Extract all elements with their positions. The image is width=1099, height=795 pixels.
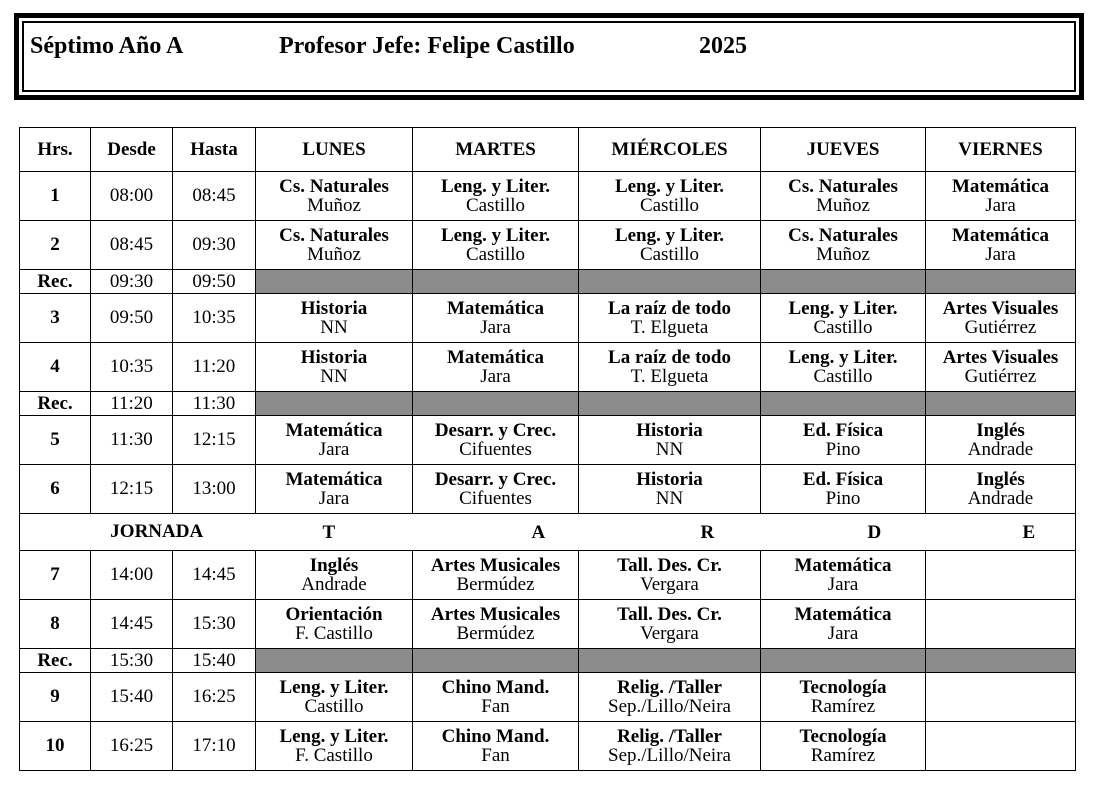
class-row <box>20 551 1076 600</box>
teacher-name: Ramírez <box>810 696 876 717</box>
subject-name: Cs. Naturales <box>788 176 898 197</box>
subject-name: Cs. Naturales <box>279 225 389 246</box>
subject-name: Orientación <box>285 604 383 625</box>
teacher-name: Muñoz <box>307 244 361 265</box>
column-header-viernes: VIERNES <box>926 128 1076 172</box>
hour-label: 3 <box>20 294 91 343</box>
teacher-name: Andrade <box>301 574 367 595</box>
recess-cell-viernes <box>926 649 1076 673</box>
column-header-jueves: JUEVES <box>761 128 926 172</box>
recess-cell-miercoles <box>579 649 761 673</box>
hour-label: 5 <box>20 416 91 465</box>
class-cell-viernes <box>926 172 1076 221</box>
class-cell-viernes <box>926 221 1076 270</box>
class-cell-viernes <box>926 722 1076 771</box>
hour-label: 10 <box>20 722 91 771</box>
class-cell-lunes <box>256 343 413 392</box>
class-row <box>20 221 1076 270</box>
subject-name: Historia <box>636 469 703 490</box>
subject-name: Matemática <box>794 555 892 576</box>
jornada-tarde-row <box>20 514 1076 551</box>
tarde-letters <box>256 514 1076 551</box>
teacher-name: NN <box>655 439 684 460</box>
teacher-name: Jara <box>985 195 1016 216</box>
class-cell-lunes <box>256 294 413 343</box>
subject-name: Leng. y Liter. <box>788 347 898 368</box>
class-cell-lunes <box>256 673 413 722</box>
class-cell-jueves <box>761 551 926 600</box>
teacher-name: Bermúdez <box>456 574 535 595</box>
hour-label: Rec. <box>20 270 91 294</box>
teacher-name: Castillo <box>639 195 700 216</box>
class-cell-martes <box>413 416 579 465</box>
teacher-name: Sep./Lillo/Neira <box>608 696 731 717</box>
header-row <box>20 128 1076 172</box>
tarde-letter: D <box>867 522 882 543</box>
recess-row <box>20 649 1076 673</box>
subject-name: Matemática <box>285 469 383 490</box>
class-cell-jueves <box>761 722 926 771</box>
class-cell-lunes <box>256 465 413 514</box>
class-cell-viernes <box>926 294 1076 343</box>
subject-name: Artes Musicales <box>430 555 561 576</box>
teacher-name: Pino <box>825 439 861 460</box>
end-time: 13:00 <box>173 465 256 514</box>
subject-name: Relig. /Taller <box>617 726 722 747</box>
column-header-hrs: Hrs. <box>20 128 91 172</box>
class-cell-viernes <box>926 343 1076 392</box>
teacher-name: Castillo <box>304 696 364 717</box>
class-cell-lunes <box>256 551 413 600</box>
subject-name: Leng. y Liter. <box>788 298 898 319</box>
class-cell-martes <box>413 221 579 270</box>
class-cell-jueves <box>761 416 926 465</box>
class-cell-martes <box>413 551 579 600</box>
teacher-name: Jara <box>827 623 859 644</box>
class-cell-viernes <box>926 465 1076 514</box>
class-cell-miercoles <box>579 551 761 600</box>
class-cell-martes <box>413 722 579 771</box>
teacher-name: NN <box>320 317 348 338</box>
class-cell-martes <box>413 600 579 649</box>
teacher-name: Jara <box>985 244 1016 265</box>
subject-name: Tall. Des. Cr. <box>617 604 722 625</box>
class-cell-miercoles <box>579 673 761 722</box>
teacher-name: Fan <box>481 696 510 717</box>
end-time: 15:30 <box>173 600 256 649</box>
subject-name: Leng. y Liter. <box>440 176 551 197</box>
end-time: 10:35 <box>173 294 256 343</box>
subject-name: Artes Visuales <box>942 298 1059 319</box>
class-row <box>20 600 1076 649</box>
start-time: 08:45 <box>91 221 173 270</box>
end-time: 15:40 <box>173 649 256 673</box>
teacher-name: Andrade <box>967 439 1034 460</box>
recess-cell-lunes <box>256 392 413 416</box>
start-time: 08:00 <box>91 172 173 221</box>
subject-name: Matemática <box>446 347 545 368</box>
subject-name: Matemática <box>951 176 1050 197</box>
subject-name: Leng. y Liter. <box>440 225 551 246</box>
subject-name: La raíz de todo <box>608 347 731 368</box>
class-cell-jueves <box>761 465 926 514</box>
recess-cell-jueves <box>761 270 926 294</box>
subject-name: Leng. y Liter. <box>614 225 725 246</box>
teacher-name: Fan <box>481 745 510 766</box>
subject-name: Chino Mand. <box>441 726 550 747</box>
start-time: 11:20 <box>91 392 173 416</box>
class-cell-jueves <box>761 172 926 221</box>
column-header-martes: MARTES <box>413 128 579 172</box>
recess-cell-jueves <box>761 649 926 673</box>
end-time: 09:30 <box>173 221 256 270</box>
class-cell-jueves <box>761 294 926 343</box>
teacher-name: Jara <box>318 488 350 509</box>
class-cell-lunes <box>256 221 413 270</box>
subject-name: Leng. y Liter. <box>614 176 725 197</box>
subject-name: Desarr. y Crec. <box>434 420 557 441</box>
class-cell-viernes <box>926 673 1076 722</box>
class-cell-lunes <box>256 600 413 649</box>
recess-cell-miercoles <box>579 270 761 294</box>
header-box <box>14 13 1084 100</box>
subject-name: Matemática <box>446 298 545 319</box>
teacher-name: Pino <box>825 488 861 509</box>
class-cell-viernes <box>926 600 1076 649</box>
hour-label: Rec. <box>20 649 91 673</box>
class-cell-miercoles <box>579 465 761 514</box>
class-cell-viernes <box>926 551 1076 600</box>
recess-row <box>20 392 1076 416</box>
hour-label: Rec. <box>20 392 91 416</box>
teacher-name: Jara <box>480 366 511 387</box>
class-cell-lunes <box>256 172 413 221</box>
end-time: 09:50 <box>173 270 256 294</box>
teacher-name: Gutiérrez <box>964 317 1037 338</box>
teacher-name: Sep./Lillo/Neira <box>608 745 731 766</box>
teacher-name: F. Castillo <box>295 745 373 766</box>
class-row <box>20 416 1076 465</box>
class-cell-martes <box>413 673 579 722</box>
subject-name: Historia <box>300 298 368 319</box>
subject-name: Artes Visuales <box>942 347 1059 368</box>
class-cell-miercoles <box>579 294 761 343</box>
start-time: 11:30 <box>91 416 173 465</box>
subject-name: Historia <box>300 347 368 368</box>
teacher-name: F. Castillo <box>295 623 373 644</box>
class-cell-martes <box>413 343 579 392</box>
end-time: 08:45 <box>173 172 256 221</box>
class-cell-miercoles <box>579 600 761 649</box>
hour-label: 2 <box>20 221 91 270</box>
teacher-name: Vergara <box>640 623 699 644</box>
teacher-name: Bermúdez <box>456 623 535 644</box>
subject-name: Chino Mand. <box>441 677 550 698</box>
teacher-name: T. Elgueta <box>630 317 709 338</box>
head-teacher: Profesor Jefe: Felipe Castillo <box>279 33 575 59</box>
hour-label: 7 <box>20 551 91 600</box>
recess-cell-martes <box>413 392 579 416</box>
subject-name: Ed. Física <box>802 469 884 490</box>
subject-name: Inglés <box>309 555 359 576</box>
teacher-name: Muñoz <box>816 195 870 216</box>
subject-name: Matemática <box>951 225 1050 246</box>
start-time: 09:30 <box>91 270 173 294</box>
tarde-letter: T <box>322 522 336 543</box>
recess-row <box>20 270 1076 294</box>
subject-name: Desarr. y Crec. <box>434 469 557 490</box>
end-time: 14:45 <box>173 551 256 600</box>
class-cell-martes <box>413 294 579 343</box>
recess-cell-viernes <box>926 270 1076 294</box>
start-time: 10:35 <box>91 343 173 392</box>
class-cell-martes <box>413 465 579 514</box>
column-header-hasta: Hasta <box>173 128 256 172</box>
tarde-letter: A <box>531 522 546 543</box>
subject-name: Cs. Naturales <box>788 225 898 246</box>
teacher-name: Jara <box>318 439 350 460</box>
hour-label: 4 <box>20 343 91 392</box>
subject-name: Relig. /Taller <box>617 677 722 698</box>
hour-label: 8 <box>20 600 91 649</box>
header-inner-border <box>22 21 1076 92</box>
subject-name: Leng. y Liter. <box>279 726 389 747</box>
start-time: 14:00 <box>91 551 173 600</box>
class-cell-jueves <box>761 343 926 392</box>
subject-name: Tecnología <box>799 677 887 698</box>
end-time: 17:10 <box>173 722 256 771</box>
recess-cell-miercoles <box>579 392 761 416</box>
teacher-name: Castillo <box>639 244 700 265</box>
tarde-letter: R <box>700 522 715 543</box>
subject-name: Artes Musicales <box>430 604 561 625</box>
class-cell-jueves <box>761 600 926 649</box>
subject-name: Tall. Des. Cr. <box>617 555 722 576</box>
class-cell-lunes <box>256 722 413 771</box>
teacher-name: Vergara <box>640 574 699 595</box>
teacher-name: Gutiérrez <box>964 366 1037 387</box>
start-time: 09:50 <box>91 294 173 343</box>
teacher-name: Muñoz <box>307 195 361 216</box>
start-time: 12:15 <box>91 465 173 514</box>
class-cell-jueves <box>761 673 926 722</box>
teacher-name: Muñoz <box>816 244 870 265</box>
teacher-name: Andrade <box>967 488 1034 509</box>
teacher-name: Castillo <box>813 317 873 338</box>
class-cell-martes <box>413 172 579 221</box>
start-time: 14:45 <box>91 600 173 649</box>
hour-label: 1 <box>20 172 91 221</box>
teacher-name: NN <box>655 488 684 509</box>
class-cell-jueves <box>761 221 926 270</box>
start-time: 16:25 <box>91 722 173 771</box>
teacher-name: T. Elgueta <box>630 366 709 387</box>
class-cell-viernes <box>926 416 1076 465</box>
teacher-name: Cifuentes <box>459 439 532 460</box>
end-time: 11:20 <box>173 343 256 392</box>
column-header-miercoles: MIÉRCOLES <box>579 128 761 172</box>
class-cell-miercoles <box>579 416 761 465</box>
subject-name: Inglés <box>976 420 1025 441</box>
class-row <box>20 722 1076 771</box>
course-title: Séptimo Año A <box>30 33 184 59</box>
start-time: 15:30 <box>91 649 173 673</box>
recess-cell-martes <box>413 649 579 673</box>
column-header-lunes: LUNES <box>256 128 413 172</box>
subject-name: Ed. Física <box>802 420 884 441</box>
end-time: 11:30 <box>173 392 256 416</box>
class-row <box>20 343 1076 392</box>
jornada-label: JORNADA <box>20 514 256 551</box>
subject-name: Inglés <box>976 469 1025 490</box>
teacher-name: Castillo <box>813 366 873 387</box>
class-cell-lunes <box>256 416 413 465</box>
subject-name: Leng. y Liter. <box>279 677 389 698</box>
recess-cell-martes <box>413 270 579 294</box>
teacher-name: Castillo <box>465 244 526 265</box>
class-row <box>20 294 1076 343</box>
teacher-name: NN <box>320 366 348 387</box>
recess-cell-lunes <box>256 270 413 294</box>
class-row <box>20 673 1076 722</box>
tarde-letter: E <box>1022 522 1036 543</box>
class-row <box>20 465 1076 514</box>
schedule-table <box>19 127 1076 771</box>
start-time: 15:40 <box>91 673 173 722</box>
class-cell-miercoles <box>579 343 761 392</box>
subject-name: Matemática <box>794 604 892 625</box>
class-row <box>20 172 1076 221</box>
hour-label: 6 <box>20 465 91 514</box>
subject-name: Tecnología <box>799 726 887 747</box>
teacher-name: Jara <box>480 317 511 338</box>
hour-label: 9 <box>20 673 91 722</box>
class-cell-miercoles <box>579 221 761 270</box>
teacher-name: Jara <box>827 574 859 595</box>
subject-name: Historia <box>636 420 703 441</box>
class-cell-miercoles <box>579 722 761 771</box>
school-year: 2025 <box>699 33 747 59</box>
end-time: 12:15 <box>173 416 256 465</box>
column-header-desde: Desde <box>91 128 173 172</box>
teacher-name: Castillo <box>465 195 526 216</box>
subject-name: La raíz de todo <box>608 298 731 319</box>
end-time: 16:25 <box>173 673 256 722</box>
class-cell-miercoles <box>579 172 761 221</box>
subject-name: Matemática <box>285 420 383 441</box>
subject-name: Cs. Naturales <box>279 176 389 197</box>
teacher-name: Ramírez <box>810 745 876 766</box>
recess-cell-jueves <box>761 392 926 416</box>
recess-cell-viernes <box>926 392 1076 416</box>
recess-cell-lunes <box>256 649 413 673</box>
teacher-name: Cifuentes <box>459 488 532 509</box>
